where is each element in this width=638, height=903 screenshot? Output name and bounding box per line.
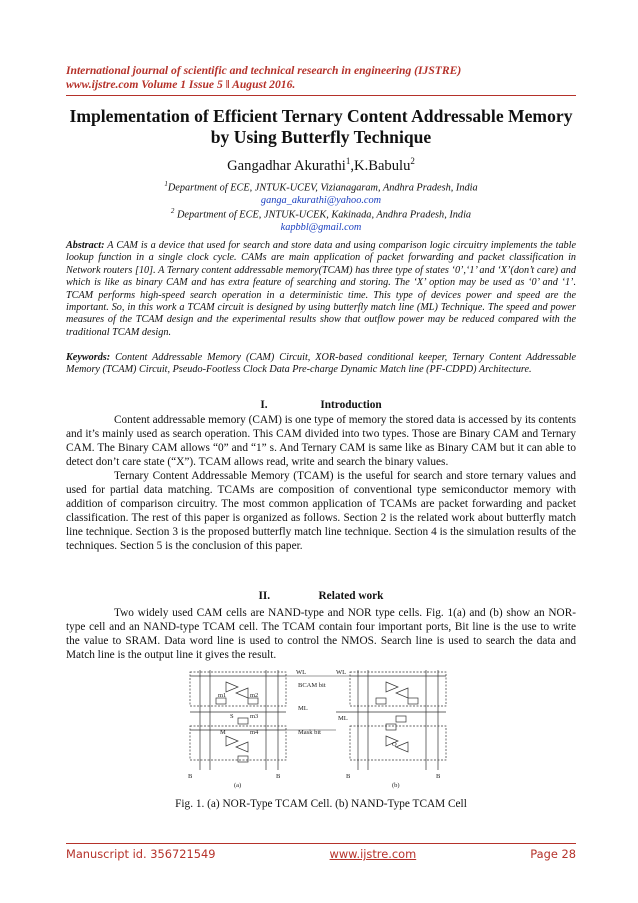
abstract [66, 240, 576, 339]
section-2-body [66, 606, 576, 662]
affil-1-email[interactable]: ganga_akurathi@yahoo.com [260, 195, 382, 207]
label-sub-b: (b) [392, 782, 400, 789]
label-m3: m3 [250, 713, 259, 720]
footer-divider [66, 843, 576, 844]
affil-2-sup: 2 [170, 207, 175, 215]
label-m4: m4 [250, 729, 259, 736]
author-2: ,K.Babulu [350, 157, 411, 174]
section-2-number: II. [258, 590, 271, 602]
author-2-sup: 2 [410, 156, 415, 166]
affil-2-email[interactable]: kapbbl@gmail.com [280, 222, 362, 234]
page-number: Page 28 [530, 847, 576, 861]
section-1-paragraph-1: Content addressable memory (CAM) is one type of memory the stored data is accessed by its contents and it’s mainly used as search operation. This CAM divided into two types. Those are Binary CAM and Ternary CAM. The Binary CAM allows “0” and “1” s. And Ternary CAM is same like as Binary CAM but it can able to detect don’t care state (“X”). TCAM allows read, write and search the binary values. [66, 414, 576, 468]
label-sub-a: (a) [234, 782, 242, 789]
tcam-cell-figure [186, 668, 452, 790]
keywords-text: Content Addressable Memory (CAM) Circuit, XOR-based conditional keeper, Ternary Content Addressable Memory (TCAM) Circuit, Pseudo-Footless Clock Data Pre-charge Dynamic Match line (PF-CDPD) Architecture. [66, 352, 576, 376]
section-1-body [66, 413, 576, 553]
label-m2: m2 [250, 692, 259, 699]
section-2-paragraph-1: Two widely used CAM cells are NAND-type and NOR type cells. Fig. 1(a) and (b) show an NOR-type cell and an NAND-type TCAM cell. The TCAM contain four important ports, Bit line is the use to write the value to SRAM. Data word line is used to control the NMOS. Search line is used to search the data and Match line is the output line it gives the result. [66, 607, 576, 661]
journal-header [66, 64, 586, 92]
label-bl-a: B [276, 773, 281, 780]
section-1-heading [66, 399, 576, 411]
affiliation-1 [66, 178, 576, 207]
keywords-label: Keywords: [66, 352, 111, 363]
header-divider [66, 95, 576, 96]
label-s: S [230, 713, 234, 720]
section-1-paragraph-2: Ternary Content Addressable Memory (TCAM) is the useful for search and store ternary values and used for partial data matching. TCAMs are composition of conventional type semiconductor memory with addition of comparison circuitry. The most common application of TCAMs are packet forwarding and packet classification. The rest of this paper is organized as follows. Section 2 is the related work about butterfly match line technique. Section 3 is the proposed butterfly match line technique. Section 4 is the simulation results of the techniques. Section 5 is the conclusion of this paper. [66, 470, 576, 552]
journal-issue: www.ijstre.com Volume 1 Issue 5 ǁ August 2016. [66, 78, 296, 91]
nor-tcam-cell-diagram [190, 670, 286, 770]
abstract-label: Abstract: [66, 240, 105, 251]
nand-tcam-cell-diagram [336, 670, 446, 770]
label-bl-b: B [436, 773, 441, 780]
paper-title: Implementation of Efficient Ternary Content Addressable Memory by Using Butterfly Technique [69, 106, 573, 147]
label-wl-b: WL [336, 669, 347, 676]
label-q: Q [392, 741, 397, 748]
author-1-sup: 1 [345, 156, 351, 166]
manuscript-id: Manuscript id. 356721549 [66, 847, 216, 861]
keywords [66, 352, 576, 377]
section-1-number: I. [260, 399, 268, 411]
label-bcam-bit: BCAM bit [298, 682, 326, 689]
author-1: Gangadhar Akurathi [227, 157, 346, 174]
page-footer [66, 847, 576, 861]
label-b-a: B [188, 773, 193, 780]
affil-1-sup: 1 [164, 180, 168, 188]
figure-caption: Fig. 1. (a) NOR-Type TCAM Cell. (b) NAND-Type TCAM Cell [175, 798, 467, 810]
abstract-text: A CAM is a device that used for search and store data and using comparison logic circuitry implements the table lookup function in a single clock cycle. CAMs are main application of packet forwarding and packet classification in Network routers [10]. A Ternary content addressable memory(TCAM) has three type of states ‘0’,‘1’ and ‘X’(don’t care) and which is like as binary CAM and has extra feature of searching and storing. The ‘X’ option may be used as ‘0’ and ‘1’. TCAM performs high-speed search operation in a deterministic time. This type of devices power and speed are the important. So, in this work a TCAM circuit is designed by using butterfly match line (ML) Technique. The speed and power measures of the TCAM design and the experimental results show that outflow power may be reduced compared with the traditional TCAM design. [66, 240, 576, 338]
author-line [66, 156, 576, 175]
label-ml-b: ML [338, 715, 348, 722]
label-m1: m1 [218, 692, 227, 699]
section-2-title: Related work [318, 590, 384, 602]
affil-2-text: Department of ECE, JNTUK-UCEK, Kakinada, Andhra Pradesh, India [174, 209, 472, 221]
journal-website-link[interactable]: www.ijstre.com [329, 847, 417, 861]
affiliation-2 [66, 205, 576, 234]
section-2-heading [66, 590, 576, 602]
label-ml-a: ML [298, 705, 308, 712]
label-wl-a: WL [296, 669, 307, 676]
section-1-title: Introduction [320, 399, 382, 411]
label-mask-bit: Mask bit [298, 729, 321, 736]
label-b-b: B [346, 773, 351, 780]
affil-1-text: Department of ECE, JNTUK-UCEV, Vizianagaram, Andhra Pradesh, India [167, 182, 478, 194]
label-m: M [220, 729, 226, 736]
journal-name: International journal of scientific and technical research in engineering (IJSTRE) [66, 64, 462, 77]
